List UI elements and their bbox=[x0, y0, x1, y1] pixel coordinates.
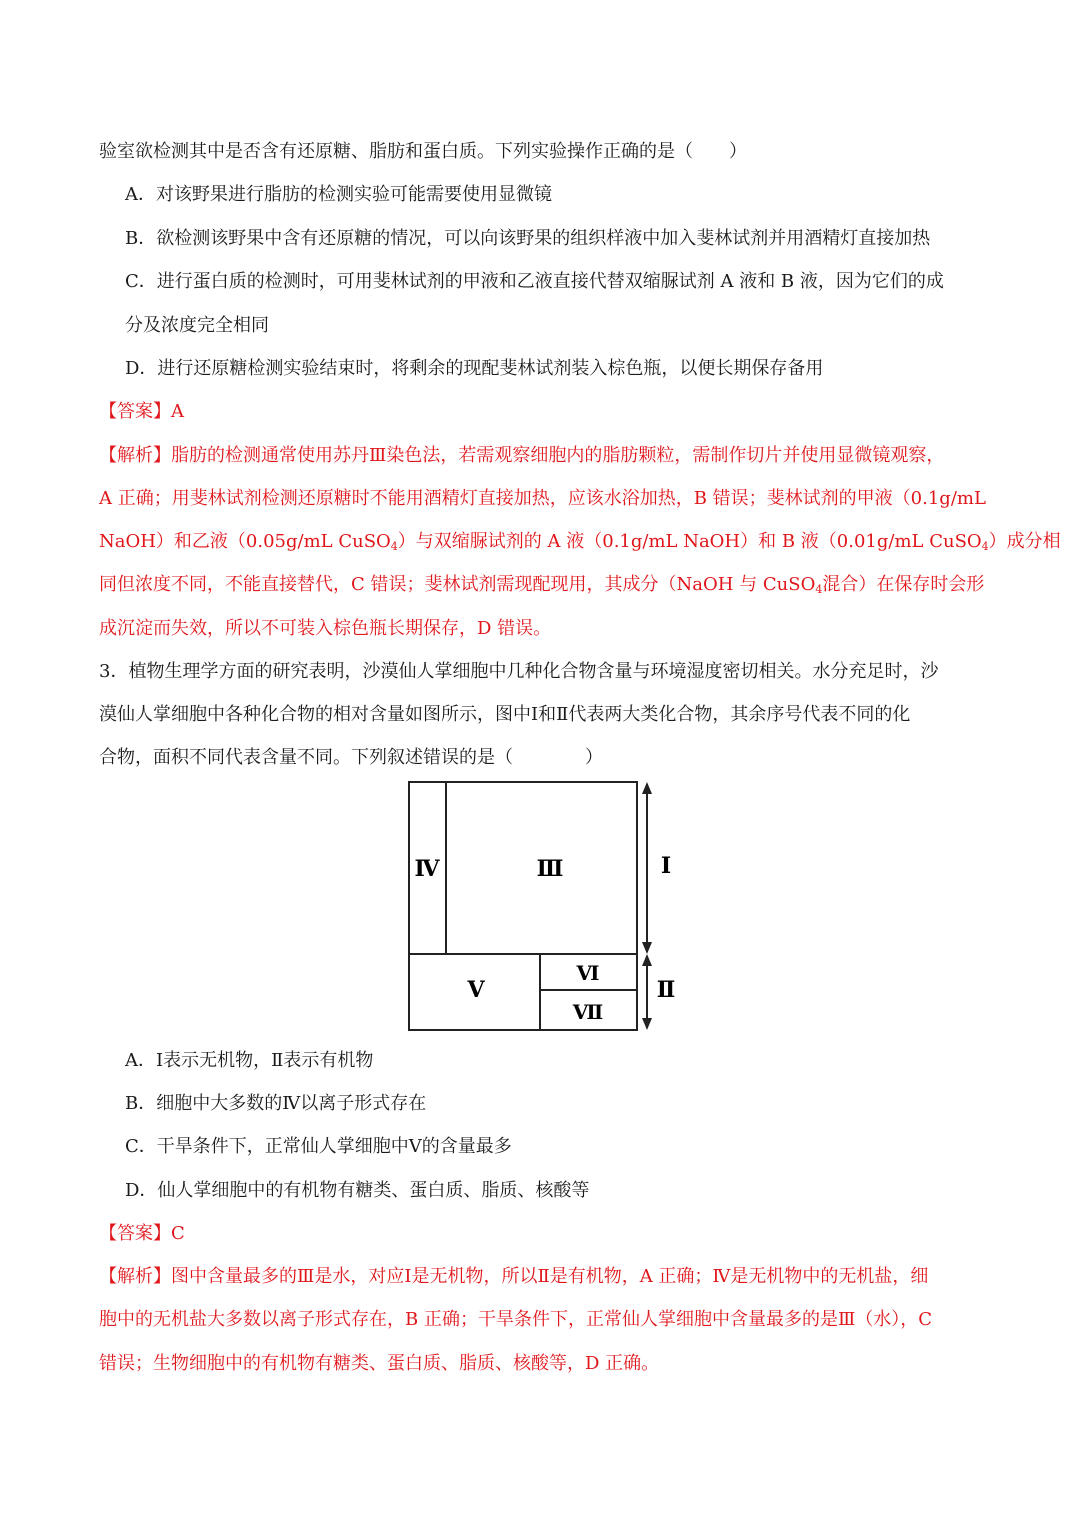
q2-analysis-line3 bbox=[99, 529, 1061, 555]
q2-answer bbox=[99, 399, 984, 425]
label-ii: Ⅱ bbox=[656, 977, 676, 1003]
q2-analysis-line2: A 正确；用斐林试剂检测还原糖时不能用酒精灯直接加热，应该水浴加热，B 错误；斐林试剂的甲液（0.1g/mL bbox=[99, 488, 986, 509]
q3-stem-line3: 合物，面积不同代表含量不同。下列叙述错误的是（ ） bbox=[99, 747, 603, 768]
q3-analysis-line2: 胞中的无机盐大多数以离子形式存在，B 正确；干旱条件下，正常仙人掌细胞中含量最多的是Ⅲ（水），C bbox=[99, 1309, 933, 1330]
label-vii: Ⅶ bbox=[572, 1000, 604, 1024]
q3-stem-line1: 3．植物生理学方面的研究表明，沙漠仙人掌细胞中几种化合物含量与环境湿度密切相关。水分充足时，沙 bbox=[99, 661, 939, 682]
arrow-i-bottom-head bbox=[642, 942, 652, 954]
label-iv: Ⅳ bbox=[414, 856, 440, 882]
q2-answer-tag: 【答案】 bbox=[99, 401, 171, 422]
q3-answer bbox=[99, 1221, 984, 1247]
q2-analysis-text4b: 混合）在保存时会形 bbox=[822, 574, 985, 595]
q2-analysis-line4 bbox=[99, 572, 984, 598]
label-iii: Ⅲ bbox=[536, 856, 564, 882]
label-i: Ⅰ bbox=[660, 853, 672, 879]
diagram-outer-frame bbox=[409, 782, 637, 1030]
arrow-ii-bottom-head bbox=[642, 1018, 652, 1030]
q2-analysis-line5: 成沉淀而失效，所以不可装入棕色瓶长期保存，D 错误。 bbox=[99, 618, 552, 639]
q2-analysis-text1: 脂肪的检测通常使用苏丹Ⅲ染色法，若需观察细胞内的脂肪颗粒，需制作切片并使用显微镜观察， bbox=[171, 445, 945, 466]
label-v: Ⅴ bbox=[467, 977, 485, 1003]
q3-analysis-text1: 图中含量最多的Ⅲ是水，对应Ⅰ是无机物，所以Ⅱ是有机物，A 正确；Ⅳ是无机物中的无机盐，细 bbox=[171, 1266, 929, 1287]
q2-option-c-line1: C．进行蛋白质的检测时，可用斐林试剂的甲液和乙液直接代替双缩脲试剂 A 液和 B 液，因为它们的成 bbox=[125, 271, 944, 292]
q3-answer-value: C bbox=[171, 1223, 185, 1244]
compound-content-diagram bbox=[400, 774, 690, 1039]
q3-stem-line2: 漠仙人掌细胞中各种化合物的相对含量如图所示，图中Ⅰ和Ⅱ代表两大类化合物，其余序号代表不同的化 bbox=[99, 704, 911, 725]
q3-option-d: D．仙人掌细胞中的有机物有糖类、蛋白质、脂质、核酸等 bbox=[125, 1180, 590, 1201]
q2-option-d: D．进行还原糖检测实验结束时，将剩余的现配斐林试剂装入棕色瓶，以便长期保存备用 bbox=[125, 358, 824, 379]
subscript-4: 4 bbox=[390, 540, 398, 553]
q2-analysis-tag: 【解析】 bbox=[99, 445, 171, 466]
arrow-ii-top-head bbox=[642, 954, 652, 966]
q2-analysis-text3c: ）成分相 bbox=[988, 531, 1061, 552]
q3-analysis-line1 bbox=[99, 1264, 984, 1290]
arrow-i-top-head bbox=[642, 782, 652, 794]
q2-analysis-text3b: ）与双缩脲试剂的 A 液（0.1g/mL NaOH）和 B 液（0.01g/mL CuSO bbox=[397, 531, 982, 552]
q3-option-c: C．干旱条件下，正常仙人掌细胞中Ⅴ的含量最多 bbox=[125, 1136, 512, 1157]
q3-analysis-tag: 【解析】 bbox=[99, 1266, 171, 1287]
q3-option-a: A．Ⅰ表示无机物，Ⅱ表示有机物 bbox=[125, 1050, 374, 1071]
q3-answer-tag: 【答案】 bbox=[99, 1223, 171, 1244]
q2-analysis-text3a: NaOH）和乙液（0.05g/mL CuSO bbox=[99, 531, 391, 552]
q2-option-a: A．对该野果进行脂肪的检测实验可能需要使用显微镜 bbox=[125, 184, 552, 205]
q3-analysis-line3: 错误；生物细胞中的有机物有糖类、蛋白质、脂质、核酸等，D 正确。 bbox=[99, 1353, 660, 1374]
q3-option-b: B．细胞中大多数的Ⅳ以离子形式存在 bbox=[125, 1093, 427, 1114]
subscript-4: 4 bbox=[981, 540, 989, 553]
label-vi: Ⅵ bbox=[576, 961, 600, 985]
q2-analysis-text4a: 同但浓度不同，不能直接替代，C 错误；斐林试剂需现配现用，其成分（NaOH 与 CuSO bbox=[99, 574, 816, 595]
subscript-4: 4 bbox=[815, 583, 823, 596]
q2-option-b: B．欲检测该野果中含有还原糖的情况，可以向该野果的组织样液中加入斐林试剂并用酒精灯直接加热 bbox=[125, 228, 931, 249]
q2-option-c-line2: 分及浓度完全相同 bbox=[125, 315, 269, 336]
q2-stem-tail: 验室欲检测其中是否含有还原糖、脂肪和蛋白质。下列实验操作正确的是（ ） bbox=[99, 141, 747, 162]
q2-analysis-line1 bbox=[99, 443, 984, 469]
q2-answer-value: A bbox=[171, 401, 184, 422]
